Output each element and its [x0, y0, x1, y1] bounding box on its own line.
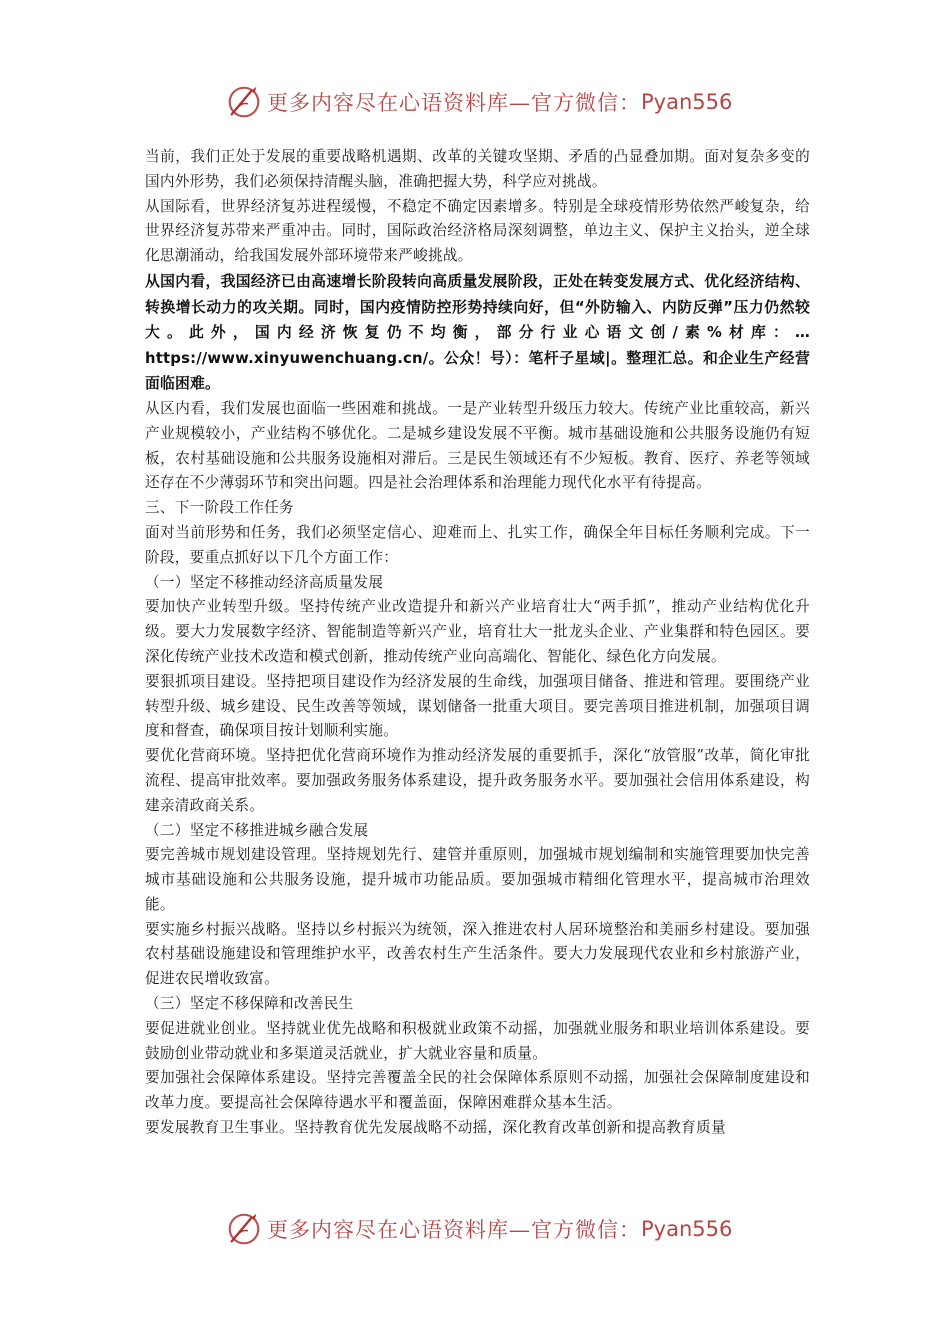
watermark-wechat-id: Pyan556 — [641, 1217, 733, 1241]
document-body — [145, 145, 810, 1141]
watermark-banner-top — [225, 82, 732, 122]
paragraph: 三、下一阶段工作任务 — [145, 499, 294, 517]
paragraph: 要发展教育卫生事业。坚持教育优先发展战略不动摇，深化教育改革创新和提高教育质量 — [145, 1119, 726, 1137]
quill-logo-icon — [225, 1210, 263, 1248]
paragraph: 要实施乡村振兴战略。坚持以乡村振兴为统领，深入推进农村人居环境整治和美丽乡村建设。要加强农村基础设施建设和管理维护水平，改善农村生产生活条件。要大力发展现代农业和乡村旅游产业，促进农民增收致富。 — [145, 920, 810, 988]
watermark-banner-bottom — [225, 1209, 732, 1249]
paragraph: 从区内看，我们发展也面临一些困难和挑战。一是产业转型升级压力较大。传统产业比重较高，新兴产业规模较小，产业结构不够优化。二是城乡建设发展不平衡。城市基础设施和公共服务设施仍有短板，农村基础设施和公共服务设施相对滞后。三是民生领域还有不少短板。教育、医疗、养老等领域还存在不少薄弱环节和突出问题。四是社会治理体系和治理能力现代化水平有待提高。 — [145, 399, 810, 492]
watermark-wechat-id: Pyan556 — [641, 90, 733, 114]
paragraph: 当前，我们正处于发展的重要战略机遇期、改革的关键攻坚期、矛盾的凸显叠加期。面对复杂多变的国内外形势，我们必须保持清醒头脑，准确把握大势，科学应对挑战。 — [145, 148, 810, 190]
paragraph: （三）坚定不移保障和改善民生 — [145, 995, 354, 1013]
watermark-text: 更多内容尽在心语资料库—官方微信： — [267, 1218, 641, 1242]
paragraph: 面对当前形势和任务，我们必须坚定信心、迎难而上、扎实工作，确保全年目标任务顺利完成。下一阶段，要重点抓好以下几个方面工作： — [145, 523, 810, 566]
paragraph: 要促进就业创业。坚持就业优先战略和积极就业政策不动摇，加强就业服务和职业培训体系建设。要鼓励创业带动就业和多渠道灵活就业，扩大就业容量和质量。 — [145, 1019, 810, 1062]
watermark-text: 更多内容尽在心语资料库—官方微信： — [267, 91, 641, 115]
paragraph: 要加快产业转型升级。坚持传统产业改造提升和新兴产业培育壮大“两手抓”，推动产业结构优化升级。要大力发展数字经济、智能制造等新兴产业，培育壮大一批龙头企业、产业集群和特色园区。要深化传统产业技术改造和模式创新，推动传统产业向高端化、智能化、绿色化方向发展。 — [145, 598, 810, 665]
paragraph: 要狠抓项目建设。坚持把项目建设作为经济发展的生命线，加强项目储备、推进和管理。要围绕产业转型升级、城乡建设、民生改善等领域，谋划储备一批重大项目。要完善项目推进机制，加强项目调度和督查，确保项目按计划顺利实施。 — [145, 672, 810, 740]
highlighted-paragraph: 从国内看，我国经济已由高速增长阶段转向高质量发展阶段，正处在转变发展方式、优化经济结构、转换增长动力的攻关期。同时，国内疫情防控形势持续向好，但“外防输入、内防反弹”压力仍然较大。此外，国内经济恢复仍不均衡，部分行业心语文创/素%材库：…https://www.xinyuwenchuang.cn/。公众！号）：笔杆子星域|。整理汇总。和企业生产经营面临困难。 — [145, 272, 810, 393]
paragraph: 要优化营商环境。坚持把优化营商环境作为推动经济发展的重要抓手，深化“放管服”改革，简化审批流程、提高审批效率。要加强政务服务体系建设，提升政务服务水平。要加强社会信用体系建设，构建亲清政商关系。 — [145, 747, 810, 814]
paragraph: 要加强社会保障体系建设。坚持完善覆盖全民的社会保障体系原则不动摇，加强社会保障制度建设和改革力度。要提高社会保障待遇水平和覆盖面，保障困难群众基本生活。 — [145, 1069, 810, 1112]
paragraph: 要完善城市规划建设管理。坚持规划先行、建管并重原则，加强城市规划编制和实施管理要加快完善城市基础设施和公共服务设施，提升城市功能品质。要加强城市精细化管理水平，提高城市治理效能。 — [145, 846, 810, 913]
paragraph: （二）坚定不移推进城乡融合发展 — [145, 821, 369, 839]
paragraph: （一）坚定不移推动经济高质量发展 — [145, 573, 384, 591]
quill-logo-icon — [225, 83, 263, 121]
paragraph: 从国际看，世界经济复苏进程缓慢，不稳定不确定因素增多。特别是全球疫情形势依然严峻复杂，给世界经济复苏带来严重冲击。同时，国际政治经济格局深刻调整，单边主义、保护主义抬头，逆全球化思潮涌动，给我国发展外部环境带来严峻挑战。 — [145, 197, 810, 265]
